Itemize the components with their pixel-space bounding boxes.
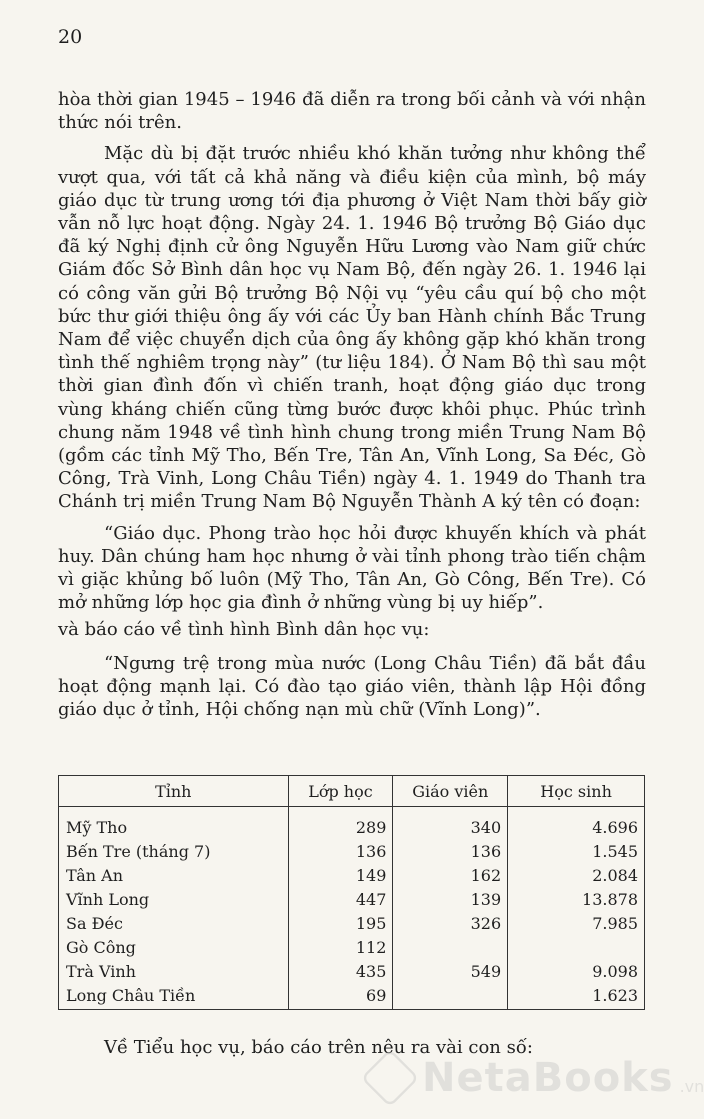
table-row (59, 935, 645, 959)
cell-classes: 447 (288, 887, 393, 911)
cell-province: Trà Vinh (59, 959, 289, 983)
cell-students: 1.545 (508, 839, 645, 863)
cell-classes: 289 (288, 807, 393, 840)
cell-students: 2.084 (508, 863, 645, 887)
page-number: 20 (58, 26, 83, 48)
table-row (59, 887, 645, 911)
cell-teachers: 326 (393, 911, 508, 935)
cell-province: Mỹ Tho (59, 807, 289, 840)
body-text (58, 88, 646, 721)
paragraph-report-intro: và báo cáo về tình hình Bình dân học vụ: (58, 619, 430, 641)
cell-teachers: 136 (393, 839, 508, 863)
cell-students: 4.696 (508, 807, 645, 840)
table-row (59, 863, 645, 887)
cell-teachers (393, 935, 508, 959)
cell-classes: 69 (288, 983, 393, 1010)
cell-classes: 149 (288, 863, 393, 887)
cell-students: 13.878 (508, 887, 645, 911)
header-classes: Lớp học (288, 776, 393, 807)
cell-province: Bến Tre (tháng 7) (59, 839, 289, 863)
cell-teachers: 139 (393, 887, 508, 911)
cell-classes: 435 (288, 959, 393, 983)
header-students: Học sinh (508, 776, 645, 807)
cell-teachers (393, 983, 508, 1010)
table-row (59, 839, 645, 863)
cell-province: Gò Công (59, 935, 289, 959)
table-row (59, 807, 645, 840)
header-province: Tỉnh (59, 776, 289, 807)
cell-classes: 136 (288, 839, 393, 863)
netabooks-logo-icon (361, 1049, 420, 1108)
cell-province: Sa Đéc (59, 911, 289, 935)
cell-students (508, 935, 645, 959)
watermark-suffix: .vn (679, 1077, 704, 1096)
table-row (59, 911, 645, 935)
cell-students: 7.985 (508, 911, 645, 935)
paragraph-continuation: hòa thời gian 1945 – 1946 đã diễn ra trong bối cảnh và với nhận thức nói trên. (58, 89, 646, 134)
closing-line: Về Tiểu học vụ, báo cáo trên nêu ra vài con số: (104, 1037, 533, 1058)
cell-students: 1.623 (508, 983, 645, 1010)
cell-province: Vĩnh Long (59, 887, 289, 911)
quote-literacy: “Ngưng trệ trong mùa nước (Long Châu Tiền) đã bắt đầu hoạt động mạnh lại. Có đào tạo giáo viên, thành lập Hội đồng giáo dục ở tỉnh, Hội chống nạn mù chữ (Vĩnh Long)”. (58, 652, 646, 721)
table-row (59, 959, 645, 983)
cell-teachers: 340 (393, 807, 508, 840)
paragraph-main: Mặc dù bị đặt trước nhiều khó khăn tưởng như không thể vượt qua, với tất cả khả năng và điều kiện của mình, bộ máy giáo dục từ trung ương tới địa phương ở Việt Nam thời bấy giờ vẫn nỗ lực hoạt động. Ngày 24. 1. 1946 Bộ trưởng Bộ Giáo dục đã ký Nghị định cử ông Nguyễn Hữu Lương vào Nam giữ chức Giám đốc Sở Bình dân học vụ Nam Bộ, đến ngày 26. 1. 1946 lại có công văn gửi Bộ trưởng Bộ Nội vụ “yêu cầu quí bộ cho một bức thư giới thiệu ông ấy với các Ủy ban Hành chính Bắc Trung Nam để việc chuyển dịch của ông ấy không gặp khó khăn trong tình thế nghiêm trọng này” (tư liệu 184). Ở Nam Bộ thì sau một thời gian đình đốn vì chiến tranh, hoạt động giáo dục trong vùng kháng chiến cũng từng bước được khôi phục. Phúc trình chung năm 1948 về tình hình chung trong miền Trung Nam Bộ (gồm các tỉnh Mỹ Tho, Bến Tre, Tân An, Vĩnh Long, Sa Đéc, Gò Công, Trà Vinh, Long Châu Tiền) ngày 4. 1. 1949 do Thanh tra Chánh trị miền Trung Nam Bộ Nguyễn Thành A ký tên có đoạn: (58, 143, 646, 513)
cell-teachers: 549 (393, 959, 508, 983)
watermark-brand: NetaBooks (422, 1055, 674, 1101)
header-teachers: Giáo viên (393, 776, 508, 807)
cell-teachers: 162 (393, 863, 508, 887)
cell-province: Tân An (59, 863, 289, 887)
watermark (364, 1052, 704, 1104)
cell-classes: 195 (288, 911, 393, 935)
table-row (59, 983, 645, 1010)
quote-education: “Giáo dục. Phong trào học hỏi được khuyến khích và phát huy. Dân chúng ham học nhưng ở vài tỉnh phong trào tiến chậm vì giặc khủng bố luôn (Mỹ Tho, Tân An, Gò Công, Bến Tre). Có mở những lớp học gia đình ở những vùng bị uy hiếp”. (58, 522, 646, 614)
cell-students: 9.098 (508, 959, 645, 983)
table-header-row (59, 776, 645, 807)
statistics-table (58, 775, 645, 1010)
cell-province: Long Châu Tiền (59, 983, 289, 1010)
cell-classes: 112 (288, 935, 393, 959)
